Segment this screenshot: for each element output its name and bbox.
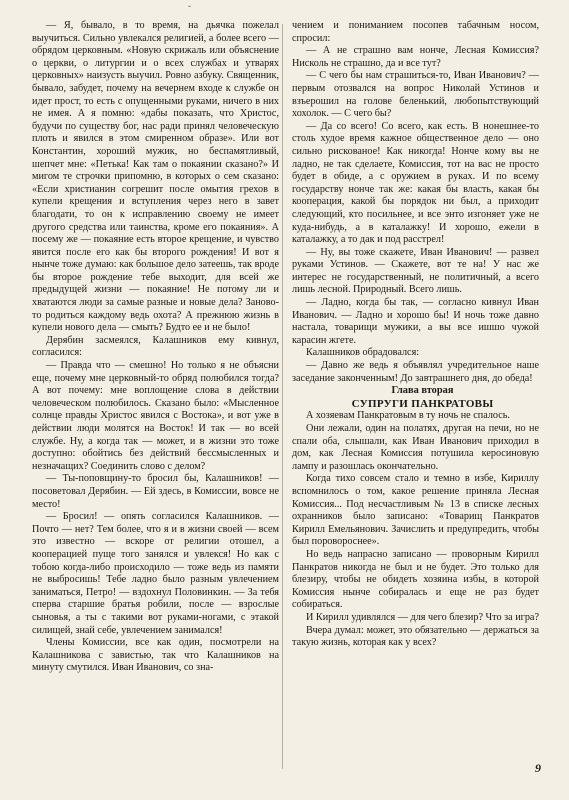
paragraph: — Ладно, когда бы так, — согласно кивнул Иван Иванович. — Ладно и хорошо бы! И ночь тоже давно настала, товарищи мужики, а вы все ишшо чужой карасин жгете. [292, 297, 539, 346]
paragraph: Вчера думал: может, это обязательно — держаться за такую жизнь, которая как у всех? [292, 624, 539, 649]
paragraph: Члены Комиссии, все как один, посмотрели на Калашникова с завистью, так что Калашников на минуту смутился. Иван Иванович, со зна- [32, 637, 279, 674]
paragraph: Дерябин засмеялся, Калашников ему кивнул, согласился: [32, 334, 279, 359]
left-column [32, 20, 279, 675]
paragraph: — Ты-поповщину-то бросил бы, Калашников! — посоветовал Дерябин. — Ей здесь, в Комиссии, вовсе не место! [32, 473, 279, 510]
chapter-title: СУПРУГИ ПАНКРАТОВЫ [351, 397, 494, 410]
paragraph: — А не страшно вам нонче, Лесная Комиссия? Нисколь не страшно, да и все тут? [292, 45, 539, 69]
paragraph: — Я, бывало, в то время, на дьячка пожелал выучиться. Сильно увлекался религией, а более всего — обрядом церковным. «Новую скрижаль или объяснение о церкви, о литургии и о всех службах и утварях церковных» наизусть выучил. Ровно азбуку. Священник, бывало, забудет, почему на вечернем входе к службе он идет прост, то есть с опущенными руками, ничего в них не имея. А я помню: «дабы показать, что Христос, будучи по существу бог, нас ради принял человеческую плоть и явился в этом смиренном образе». Или вот Константин, хороший мужик, но беспамятливый, шепчет мне: «Петька! Как там о покаянии сказано?» И мигом те строчки припомню, в которых о сем сказано: «Если христианин согрешит после омытия грехов в купели крещения и вступления через него в завет благодати, то он к исправлению своему не имеет другого средства или таинства, кроме его покаяния». А посему же — покаяние есть второе крещение, и чувство явится после его как бы второго рождения! И вот я нынче тоже думаю: как большое дело затеешь, так вроде бы второе рождение тебе выходит, для всей же предыдущей жизни — покаяние! Не потому ли и хватаются люди за самые разные и новые дела? Заново-то родиться каждому ведь охота? А прежнюю жизнь в купели нового дела — смыть? Будто ее и не было! [32, 20, 279, 334]
paragraph: — Ну, вы тоже скажете, Иван Иванович! — развел руками Устинов. — Скажете, вот те на! У нас же интерес не государственный, не политичный, а всего лишь лесной. Природный. Всего лишь. [292, 246, 539, 296]
paragraph: — Правда что — смешно! Но только я не объясни еще, почему мне церковный-то обряд полюбился тогда? А вот почему: мне воплощение слова в действии человеческом полюбилось. Сказано было: «Мысленное солнце правды Христос явился с Востока», и вот уже в действии люди молятся на Восток! И так — во всей службе. Ну, а когда так — может, и в жизни это тоже доступно: обойтись без действий бессмысленных и незначащих? Соединить слово с делом? [32, 360, 279, 472]
paragraph: чением и пониманием поcопев табачным носом, спросил: [292, 20, 539, 44]
column-divider [282, 24, 283, 769]
paragraph: — Давно же ведь я объявлял учредительное наше заседание законченным! До завтрашнего дня, до обеда! [292, 360, 539, 384]
paragraph: А хозяевам Панкратовым в ту ночь не спалось. [306, 410, 510, 422]
paragraph: И Кирилл удивлялся — для чего блезир? Что за игра? [306, 611, 539, 623]
paragraph: — Да со всего! Со всего, как есть. В нонешнее-то столь худое время кажное общественное дело — оно сильно рискованое! Как никогда! Нонче кому вы не ладно, не так сделаете, Комиссия, тот на вас не просто будет в обиде, а с оружием в руках. И по всему государству нонче так же: какая бы власть, какая бы кооперация, какой бы порядок ни был, а приходит следующий, кто посильнее, и все энто изгоняет уже не куда-нибудь, а в каталажку! И хорошо, ежели в каталажку, а то дак и под расстрел! [292, 120, 539, 246]
paragraph: Но ведь напрасно записано — проворным Кирилл Панкратов никогда не был и не будет. Это только для блезиру, чтобы не обидеть хозяина избы, в которой Комиссия нынче собиралась и еще не раз будет собираться. [292, 548, 539, 611]
page-number: 9 [535, 761, 541, 775]
right-column [292, 20, 539, 650]
paragraph: Калашников обрадовался: [306, 347, 420, 359]
top-mark: ˇ [188, 4, 191, 14]
paragraph: — С чего бы нам страшиться-то, Иван Иванович? — первым отозвался на вопрос Николай Устинов и взъерошил на голове беленький, любопытствующий хохолок. — С чего бы? [292, 70, 539, 120]
chapter-label: Глава вторая [391, 385, 454, 397]
paragraph: — Бросил! — опять согласился Калашников. — Почто — нет? Тем более, что я и в жизни своей — всем это известно — вскоре от религии отошел, а кооперацией пуще того занялся и увлекся! Но как с тобою когда-либо происходило — тоже ведь из памяти не выбросишь! Тебе ладно было разным увлечением заниматься, Петро! — вздохнул Половинкин. — За тебя сперва старшие братья робили, после — взрослые сыновья, а ты с такими вот руками-ногами, с этакой силищей, знай себе, увлечением занимался! [32, 511, 279, 636]
paragraph: Они лежали, один на полатях, другая на печи, но не спали оба, слышали, как Иван Иванович приходил в дом, как Лесная Комиссия потушила керосиновую лампу и разошлась окончательно. [292, 423, 539, 472]
paragraph: Когда тихо совсем стало и темно в избе, Кириллу вспомнилось о том, какое решение приняла Лесная Комиссия... Под несчастливым № 13 в списке лесных охранников было записано: «Товарищ Панкратов Кирилл Емельянович. Зачислить и предупредить, чтобы был поровороснее». [292, 473, 539, 548]
